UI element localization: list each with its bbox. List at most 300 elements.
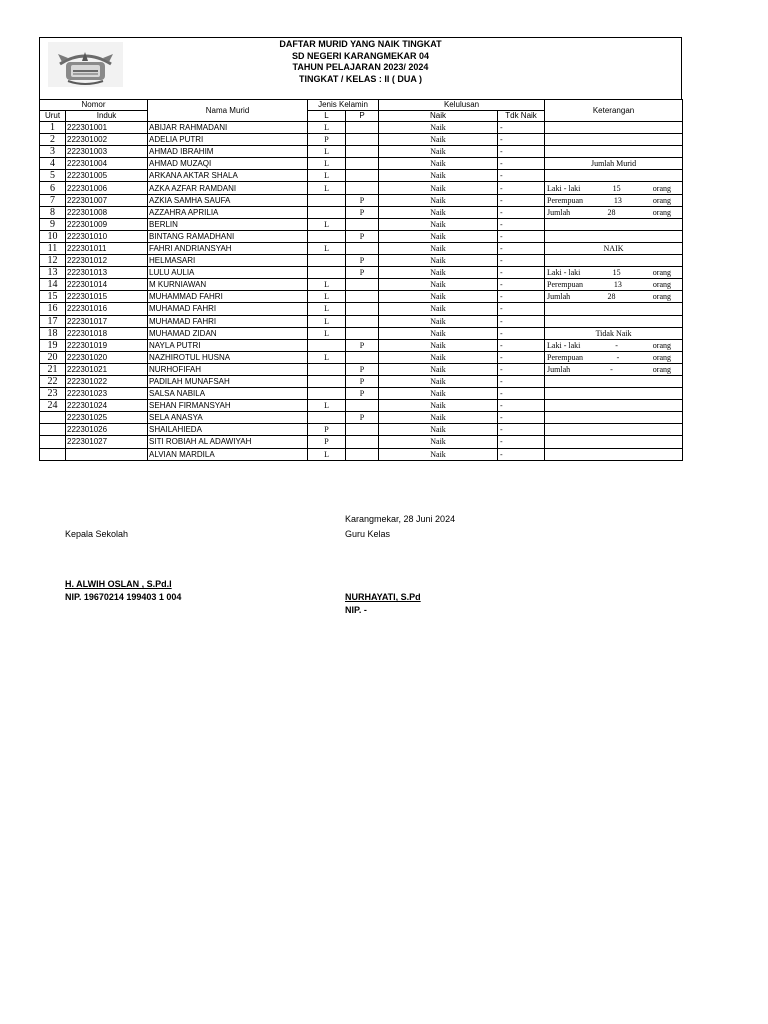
- cell-l: L: [308, 400, 346, 412]
- cell-naik: Naik: [379, 218, 498, 230]
- cell-nama: HELMASARI: [148, 255, 308, 267]
- cell-tdk: -: [498, 388, 545, 400]
- cell-p: [346, 291, 379, 303]
- cell-naik: Naik: [379, 206, 498, 218]
- summary-unit: orang: [652, 268, 672, 278]
- cell-induk: [66, 448, 148, 460]
- cell-l: P: [308, 436, 346, 448]
- table-row: [40, 303, 683, 315]
- cell-nama: ABIJAR RAHMADANI: [148, 122, 308, 134]
- cell-nama: NURHOFIFAH: [148, 363, 308, 375]
- cell-keterangan: [545, 218, 683, 230]
- cell-urut: 21: [40, 363, 66, 375]
- cell-nama: ADELIA PUTRI: [148, 134, 308, 146]
- cell-naik: Naik: [379, 327, 498, 339]
- cell-p: [346, 182, 379, 194]
- header-line-3: TAHUN PELAJARAN 2023/ 2024: [292, 62, 429, 72]
- cell-keterangan: [545, 303, 683, 315]
- cell-keterangan: [545, 255, 683, 267]
- cell-l: L: [308, 448, 346, 460]
- cell-naik: Naik: [379, 279, 498, 291]
- cell-keterangan: [545, 448, 683, 460]
- cell-tdk: -: [498, 363, 545, 375]
- cell-keterangan: [545, 388, 683, 400]
- cell-tdk: -: [498, 291, 545, 303]
- cell-tdk: -: [498, 194, 545, 206]
- cell-nama: MUHAMAD FAHRI: [148, 315, 308, 327]
- cell-naik: Naik: [379, 230, 498, 242]
- cell-urut: 23: [40, 388, 66, 400]
- cell-naik: Naik: [379, 303, 498, 315]
- keterangan-summary-line: [546, 183, 681, 194]
- cell-urut: 20: [40, 351, 66, 363]
- cell-induk: 222301005: [66, 170, 148, 182]
- cell-nama: AHMAD MUZAQI: [148, 158, 308, 170]
- cell-induk: 222301023: [66, 388, 148, 400]
- cell-p: [346, 146, 379, 158]
- student-table: [39, 99, 683, 461]
- cell-l: L: [308, 182, 346, 194]
- cell-keterangan: [545, 146, 683, 158]
- cell-keterangan: [545, 291, 683, 303]
- summary-label: Jumlah: [547, 364, 571, 374]
- cell-urut: 10: [40, 230, 66, 242]
- summary-label: Laki - laki: [547, 268, 581, 278]
- right-signer-name: NURHAYATI, S.Pd: [345, 592, 421, 602]
- col-tdk-naik: Tdk Naik: [498, 111, 545, 122]
- cell-p: [346, 242, 379, 254]
- cell-induk: 222301017: [66, 315, 148, 327]
- col-nama: Nama Murid: [148, 100, 308, 122]
- cell-urut: 17: [40, 315, 66, 327]
- left-signer-name: H. ALWIH OSLAN , S.Pd.I: [65, 579, 172, 589]
- cell-urut: 11: [40, 242, 66, 254]
- right-signer-title: Guru Kelas: [345, 529, 391, 539]
- table-row: [40, 218, 683, 230]
- keterangan-summary-line: [546, 291, 681, 302]
- cell-l: [308, 363, 346, 375]
- cell-naik: Naik: [379, 315, 498, 327]
- cell-p: P: [346, 412, 379, 424]
- cell-induk: 222301001: [66, 122, 148, 134]
- table-row: [40, 412, 683, 424]
- table-row: [40, 400, 683, 412]
- cell-nama: SHAILAHIEDA: [148, 424, 308, 436]
- keterangan-summary-line: [546, 207, 681, 218]
- cell-induk: 222301019: [66, 339, 148, 351]
- cell-keterangan: [545, 230, 683, 242]
- cell-naik: Naik: [379, 158, 498, 170]
- cell-induk: 222301024: [66, 400, 148, 412]
- cell-naik: Naik: [379, 170, 498, 182]
- left-signer-nip: NIP. 19670214 199403 1 004: [65, 592, 182, 602]
- cell-induk: 222301014: [66, 279, 148, 291]
- cell-p: [346, 158, 379, 170]
- cell-keterangan: [545, 182, 683, 194]
- cell-p: [346, 448, 379, 460]
- cell-tdk: -: [498, 375, 545, 387]
- cell-tdk: -: [498, 424, 545, 436]
- cell-nama: BERLIN: [148, 218, 308, 230]
- col-naik: Naik: [379, 111, 498, 122]
- cell-urut: 8: [40, 206, 66, 218]
- cell-urut: 18: [40, 327, 66, 339]
- table-row: [40, 315, 683, 327]
- cell-tdk: -: [498, 182, 545, 194]
- cell-naik: Naik: [379, 351, 498, 363]
- cell-nama: ARKANA AKTAR SHALA: [148, 170, 308, 182]
- cell-urut: [40, 424, 66, 436]
- cell-naik: Naik: [379, 400, 498, 412]
- cell-p: [346, 134, 379, 146]
- cell-urut: 12: [40, 255, 66, 267]
- cell-p: P: [346, 375, 379, 387]
- cell-l: [308, 206, 346, 218]
- cell-l: P: [308, 134, 346, 146]
- cell-p: P: [346, 267, 379, 279]
- cell-l: L: [308, 291, 346, 303]
- cell-nama: SITI ROBIAH AL ADAWIYAH: [148, 436, 308, 448]
- cell-keterangan: [545, 134, 683, 146]
- keterangan-summary-line: [546, 195, 681, 206]
- cell-induk: 222301006: [66, 182, 148, 194]
- left-signer-title: Kepala Sekolah: [65, 529, 129, 539]
- cell-nama: ALVIAN MARDILA: [148, 448, 308, 460]
- summary-count: 15: [612, 268, 621, 278]
- cell-l: [308, 412, 346, 424]
- table-row: [40, 351, 683, 363]
- keterangan-summary-line: [546, 352, 681, 363]
- cell-urut: 1: [40, 122, 66, 134]
- cell-tdk: -: [498, 242, 545, 254]
- summary-unit: orang: [652, 364, 672, 374]
- cell-induk: 222301025: [66, 412, 148, 424]
- cell-keterangan: [545, 194, 683, 206]
- table-row: [40, 363, 683, 375]
- cell-l: [308, 388, 346, 400]
- cell-nama: MUHAMAD FAHRI: [148, 303, 308, 315]
- summary-unit: orang: [652, 280, 672, 290]
- summary-label: Laki - laki: [547, 183, 581, 193]
- cell-p: [346, 315, 379, 327]
- col-urut: Urut: [40, 111, 66, 122]
- cell-keterangan: [545, 436, 683, 448]
- cell-tdk: -: [498, 436, 545, 448]
- cell-nama: MUHAMAD ZIDAN: [148, 327, 308, 339]
- cell-p: [346, 327, 379, 339]
- cell-naik: Naik: [379, 146, 498, 158]
- cell-urut: [40, 448, 66, 460]
- keterangan-summary-line: [546, 267, 681, 278]
- cell-l: L: [308, 146, 346, 158]
- table-row: [40, 170, 683, 182]
- cell-naik: Naik: [379, 375, 498, 387]
- table-row: [40, 255, 683, 267]
- cell-keterangan: [545, 267, 683, 279]
- cell-induk: 222301007: [66, 194, 148, 206]
- summary-unit: orang: [652, 183, 672, 193]
- cell-keterangan: [545, 412, 683, 424]
- cell-naik: Naik: [379, 194, 498, 206]
- cell-nama: SELA ANASYA: [148, 412, 308, 424]
- cell-l: [308, 194, 346, 206]
- place-date: Karangmekar, 28 Juni 2024: [345, 514, 456, 524]
- cell-naik: Naik: [379, 134, 498, 146]
- cell-urut: 3: [40, 146, 66, 158]
- cell-naik: Naik: [379, 363, 498, 375]
- summary-unit: orang: [652, 195, 672, 205]
- cell-urut: 9: [40, 218, 66, 230]
- table-row: [40, 448, 683, 460]
- keterangan-heading: NAIK: [603, 243, 624, 253]
- cell-naik: Naik: [379, 424, 498, 436]
- cell-naik: Naik: [379, 412, 498, 424]
- cell-p: [346, 303, 379, 315]
- cell-p: [346, 122, 379, 134]
- cell-p: P: [346, 206, 379, 218]
- cell-l: [308, 230, 346, 242]
- summary-count: 28: [607, 292, 616, 302]
- summary-label: Jumlah: [547, 207, 571, 217]
- cell-p: [346, 400, 379, 412]
- table-row: [40, 436, 683, 448]
- cell-l: [308, 339, 346, 351]
- table-row: [40, 424, 683, 436]
- cell-keterangan: [545, 242, 683, 254]
- cell-nama: LULU AULIA: [148, 267, 308, 279]
- cell-induk: 222301011: [66, 242, 148, 254]
- cell-induk: 222301012: [66, 255, 148, 267]
- cell-nama: AZKIA SAMHA SAUFA: [148, 194, 308, 206]
- cell-p: P: [346, 339, 379, 351]
- cell-naik: Naik: [379, 448, 498, 460]
- keterangan-summary-line: [546, 279, 681, 290]
- cell-induk: 222301016: [66, 303, 148, 315]
- table-row: [40, 206, 683, 218]
- col-nomor: Nomor: [40, 100, 148, 111]
- cell-keterangan: [545, 327, 683, 339]
- cell-keterangan: [545, 122, 683, 134]
- cell-keterangan: [545, 206, 683, 218]
- table-row: [40, 291, 683, 303]
- table-row: [40, 339, 683, 351]
- table-row: [40, 242, 683, 254]
- cell-naik: Naik: [379, 255, 498, 267]
- cell-induk: 222301022: [66, 375, 148, 387]
- cell-l: L: [308, 170, 346, 182]
- cell-naik: Naik: [379, 388, 498, 400]
- cell-tdk: -: [498, 303, 545, 315]
- table-row: [40, 267, 683, 279]
- summary-unit: orang: [652, 352, 672, 362]
- col-induk: Induk: [66, 111, 148, 122]
- document-header: [39, 37, 682, 99]
- cell-tdk: -: [498, 146, 545, 158]
- cell-l: P: [308, 424, 346, 436]
- cell-urut: 15: [40, 291, 66, 303]
- cell-nama: AZKA AZFAR RAMDANI: [148, 182, 308, 194]
- table-row: [40, 194, 683, 206]
- cell-induk: 222301015: [66, 291, 148, 303]
- summary-count: 13: [613, 195, 622, 205]
- cell-l: L: [308, 351, 346, 363]
- cell-keterangan: [545, 363, 683, 375]
- table-row: [40, 146, 683, 158]
- cell-p: P: [346, 255, 379, 267]
- cell-keterangan: [545, 279, 683, 291]
- cell-l: L: [308, 315, 346, 327]
- table-row: [40, 182, 683, 194]
- cell-nama: AHMAD IBRAHIM: [148, 146, 308, 158]
- cell-tdk: -: [498, 218, 545, 230]
- document-sheet: [39, 37, 682, 461]
- keterangan-summary-line: [546, 340, 681, 351]
- summary-unit: orang: [652, 207, 672, 217]
- right-signer-nip: NIP. -: [345, 605, 367, 615]
- cell-nama: FAHRI ANDRIANSYAH: [148, 242, 308, 254]
- summary-label: Jumlah: [547, 292, 571, 302]
- cell-p: P: [346, 194, 379, 206]
- cell-tdk: -: [498, 134, 545, 146]
- cell-keterangan: [545, 315, 683, 327]
- cell-urut: 7: [40, 194, 66, 206]
- cell-urut: [40, 412, 66, 424]
- cell-keterangan: [545, 158, 683, 170]
- cell-tdk: -: [498, 351, 545, 363]
- keterangan-summary-line: [546, 364, 681, 375]
- cell-p: P: [346, 363, 379, 375]
- summary-count: -: [610, 364, 613, 374]
- cell-tdk: -: [498, 230, 545, 242]
- cell-urut: 16: [40, 303, 66, 315]
- cell-induk: 222301026: [66, 424, 148, 436]
- cell-urut: 22: [40, 375, 66, 387]
- table-row: [40, 158, 683, 170]
- cell-nama: AZZAHRA APRILIA: [148, 206, 308, 218]
- table-row: [40, 134, 683, 146]
- cell-naik: Naik: [379, 242, 498, 254]
- cell-l: L: [308, 327, 346, 339]
- cell-tdk: -: [498, 448, 545, 460]
- cell-naik: Naik: [379, 182, 498, 194]
- cell-p: P: [346, 230, 379, 242]
- cell-induk: 222301018: [66, 327, 148, 339]
- cell-l: L: [308, 158, 346, 170]
- header-line-1: DAFTAR MURID YANG NAIK TINGKAT: [279, 39, 442, 49]
- cell-urut: 13: [40, 267, 66, 279]
- summary-count: -: [616, 352, 620, 362]
- col-kelulusan: Kelulusan: [379, 100, 545, 111]
- cell-induk: 222301008: [66, 206, 148, 218]
- cell-keterangan: [545, 339, 683, 351]
- summary-unit: orang: [652, 340, 672, 350]
- table-row: [40, 122, 683, 134]
- cell-nama: MUHAMMAD FAHRI: [148, 291, 308, 303]
- cell-tdk: -: [498, 267, 545, 279]
- cell-nama: PADILAH MUNAFSAH: [148, 375, 308, 387]
- summary-unit: orang: [652, 292, 672, 302]
- header-line-4: TINGKAT / KELAS : II ( DUA ): [299, 73, 422, 84]
- table-row: [40, 375, 683, 387]
- cell-induk: 222301003: [66, 146, 148, 158]
- cell-l: L: [308, 218, 346, 230]
- summary-label: Laki - laki: [547, 340, 581, 350]
- table-row: [40, 327, 683, 339]
- summary-count: -: [615, 340, 618, 350]
- cell-tdk: -: [498, 122, 545, 134]
- summary-count: 28: [607, 207, 616, 217]
- summary-count: 13: [613, 280, 622, 290]
- cell-l: L: [308, 303, 346, 315]
- cell-naik: Naik: [379, 122, 498, 134]
- cell-naik: Naik: [379, 436, 498, 448]
- cell-nama: NAYLA PUTRI: [148, 339, 308, 351]
- cell-urut: [40, 436, 66, 448]
- cell-urut: 24: [40, 400, 66, 412]
- cell-keterangan: [545, 400, 683, 412]
- summary-count: 15: [612, 183, 621, 193]
- cell-induk: 222301027: [66, 436, 148, 448]
- cell-nama: NAZHIROTUL HUSNA: [148, 351, 308, 363]
- cell-tdk: -: [498, 327, 545, 339]
- cell-induk: 222301004: [66, 158, 148, 170]
- cell-keterangan: [545, 424, 683, 436]
- cell-nama: SALSA NABILA: [148, 388, 308, 400]
- cell-l: [308, 255, 346, 267]
- cell-keterangan: [545, 170, 683, 182]
- cell-l: L: [308, 279, 346, 291]
- table-row: [40, 388, 683, 400]
- cell-tdk: -: [498, 279, 545, 291]
- cell-l: [308, 267, 346, 279]
- cell-induk: 222301020: [66, 351, 148, 363]
- cell-nama: M KURNIAWAN: [148, 279, 308, 291]
- cell-urut: 2: [40, 134, 66, 146]
- table-header: [40, 100, 683, 122]
- cell-p: [346, 436, 379, 448]
- cell-tdk: -: [498, 339, 545, 351]
- header-title-block: [40, 39, 681, 85]
- cell-naik: Naik: [379, 267, 498, 279]
- keterangan-heading: Jumlah Murid: [590, 159, 637, 169]
- header-line-2: SD NEGERI KARANGMEKAR 04: [291, 50, 430, 61]
- cell-naik: Naik: [379, 339, 498, 351]
- cell-tdk: -: [498, 206, 545, 218]
- cell-l: L: [308, 242, 346, 254]
- cell-induk: 222301010: [66, 230, 148, 242]
- table-row: [40, 230, 683, 242]
- summary-label: Perempuan: [547, 352, 584, 362]
- cell-tdk: -: [498, 315, 545, 327]
- cell-nama: BINTANG RAMADHANI: [148, 230, 308, 242]
- summary-label: Perempuan: [547, 280, 584, 290]
- cell-p: [346, 279, 379, 291]
- cell-p: [346, 424, 379, 436]
- cell-induk: 222301002: [66, 134, 148, 146]
- cell-p: [346, 218, 379, 230]
- cell-tdk: -: [498, 170, 545, 182]
- cell-induk: 222301013: [66, 267, 148, 279]
- cell-urut: 4: [40, 158, 66, 170]
- summary-label: Perempuan: [547, 195, 584, 205]
- cell-urut: 5: [40, 170, 66, 182]
- cell-urut: 6: [40, 182, 66, 194]
- cell-tdk: -: [498, 158, 545, 170]
- cell-tdk: -: [498, 255, 545, 267]
- cell-urut: 14: [40, 279, 66, 291]
- table-row: [40, 279, 683, 291]
- cell-tdk: -: [498, 400, 545, 412]
